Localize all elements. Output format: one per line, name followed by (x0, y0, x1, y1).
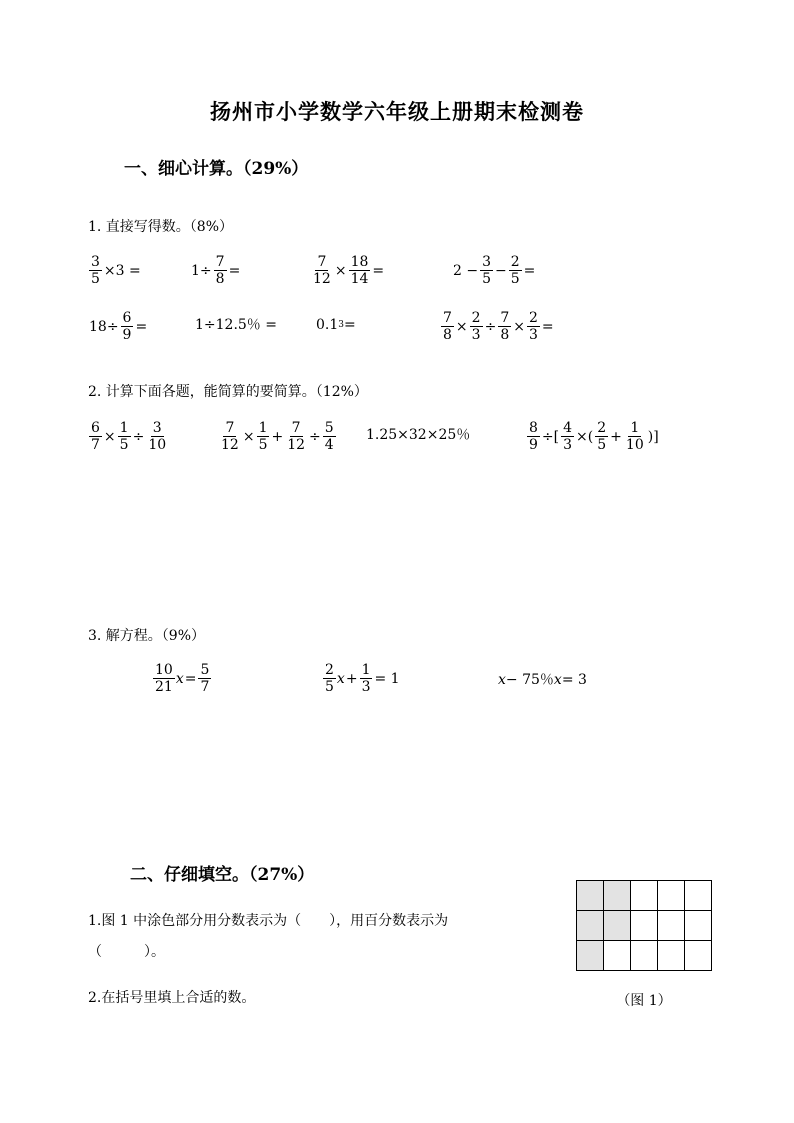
s2-q1-line2: （ ）。 (88, 944, 165, 960)
grid-cell (685, 881, 712, 911)
fraction: $\frac{2}{3}$ (528, 310, 538, 343)
fraction: $\frac{2}{5}$ (597, 420, 607, 453)
fraction: $\frac{7}{12}$ (221, 420, 239, 453)
q2-item-4: $\frac{8}{9}$ ÷[ $\frac{4}{3}$ ×( $\frac{2}{5}$ + $\frac{1}{10}$ )] (529, 420, 659, 453)
grid-cell (685, 941, 712, 971)
grid-table (576, 880, 712, 971)
q3-item-2: $\frac{2}{5}$ x + $\frac{1}{3}$ = 1 (325, 662, 400, 695)
figure-1-caption: （图 1） (616, 993, 672, 1009)
q1-item-1: $\frac{3}{5}$ ×3 = (91, 254, 141, 287)
q2-label: 2. 计算下面各题，能简算的要简算。（12%） (88, 384, 368, 400)
grid-cell-shaded (577, 881, 604, 911)
fraction: $\frac{7}{12}$ (313, 254, 331, 287)
fraction: $\frac{2}{5}$ (510, 254, 520, 287)
grid-row (577, 941, 712, 971)
fraction: $\frac{2}{3}$ (471, 310, 481, 343)
grid-cell (685, 911, 712, 941)
figure-1-grid (576, 880, 712, 971)
q2-item-1: $\frac{6}{7}$ × $\frac{1}{5}$ ÷ $\frac{3}{10}$ (91, 420, 167, 453)
grid-cell (658, 911, 685, 941)
fraction: $\frac{3}{5}$ (91, 254, 100, 287)
q1-item-4: 2 − $\frac{3}{5}$ − $\frac{2}{5}$ = (453, 254, 536, 287)
q1-item-6: 1÷12.5％ = (195, 317, 277, 333)
q2-item-3: 1.25×32×25％ (366, 427, 471, 443)
grid-cell-shaded (604, 881, 631, 911)
fraction: $\frac{7}{8}$ (215, 254, 225, 287)
fraction: $\frac{6}{7}$ (91, 420, 100, 453)
grid-cell (658, 941, 685, 971)
fraction: $\frac{18}{14}$ (350, 254, 369, 287)
fraction: $\frac{6}{9}$ (122, 310, 132, 343)
s2-q1-line1: 1.图 1 中涂色部分用分数表示为（ ），用百分数表示为 (88, 913, 449, 929)
grid-cell (658, 881, 685, 911)
page-title: 扬州市小学数学六年级上册期末检测卷 (210, 99, 584, 124)
fraction: $\frac{1}{5}$ (119, 420, 129, 453)
grid-cell-shaded (604, 911, 631, 941)
q3-label: 3. 解方程。（9%） (88, 628, 206, 644)
section-1-heading: 一、细心计算。（29%） (124, 159, 309, 179)
fraction: $\frac{3}{10}$ (148, 420, 167, 453)
q1-item-7: 0.1 3 = (316, 317, 356, 333)
q3-item-1: $\frac{10}{21}$ x = $\frac{5}{7}$ (155, 662, 210, 695)
fraction: $\frac{10}{21}$ (155, 662, 173, 695)
q1-item-5: 18÷ $\frac{6}{9}$ = (89, 310, 148, 343)
grid-cell-shaded (577, 941, 604, 971)
grid-row (577, 911, 712, 941)
grid-cell (631, 911, 658, 941)
fraction: $\frac{1}{5}$ (258, 420, 268, 453)
grid-cell (631, 881, 658, 911)
q1-item-2: 1÷ $\frac{7}{8}$ = (191, 254, 241, 287)
q1-label: 1. 直接写得数。（8%） (88, 219, 234, 235)
q2-item-2: $\frac{7}{12}$ × $\frac{1}{5}$ + $\frac{7}{12}$ ÷ $\frac{5}{4}$ (221, 420, 334, 453)
fraction: $\frac{2}{5}$ (325, 662, 334, 695)
fraction: $\frac{1}{3}$ (361, 662, 371, 695)
fraction: $\frac{4}{3}$ (563, 420, 573, 453)
grid-row (577, 881, 712, 911)
fraction: $\frac{8}{9}$ (529, 420, 538, 453)
q1-item-8: $\frac{7}{8}$ × $\frac{2}{3}$ ÷ $\frac{7}{8}$ × $\frac{2}{3}$ = (443, 310, 554, 343)
grid-cell (604, 941, 631, 971)
fraction: $\frac{7}{8}$ (443, 310, 452, 343)
grid-cell-shaded (577, 911, 604, 941)
grid-cell (631, 941, 658, 971)
fraction: $\frac{5}{7}$ (200, 662, 210, 695)
q1-item-3: $\frac{7}{12}$ × $\frac{18}{14}$ = (313, 254, 385, 287)
fraction: $\frac{1}{10}$ (625, 420, 644, 453)
fraction: $\frac{7}{8}$ (500, 310, 510, 343)
q3-item-3: x − 75％ x = 3 (498, 672, 587, 688)
fraction: $\frac{7}{12}$ (287, 420, 306, 453)
fraction: $\frac{5}{4}$ (324, 420, 334, 453)
section-2-heading: 二、仔细填空。（27%） (130, 865, 315, 885)
fraction: $\frac{3}{5}$ (482, 254, 492, 287)
s2-q2: 2.在括号里填上合适的数。 (88, 990, 256, 1006)
